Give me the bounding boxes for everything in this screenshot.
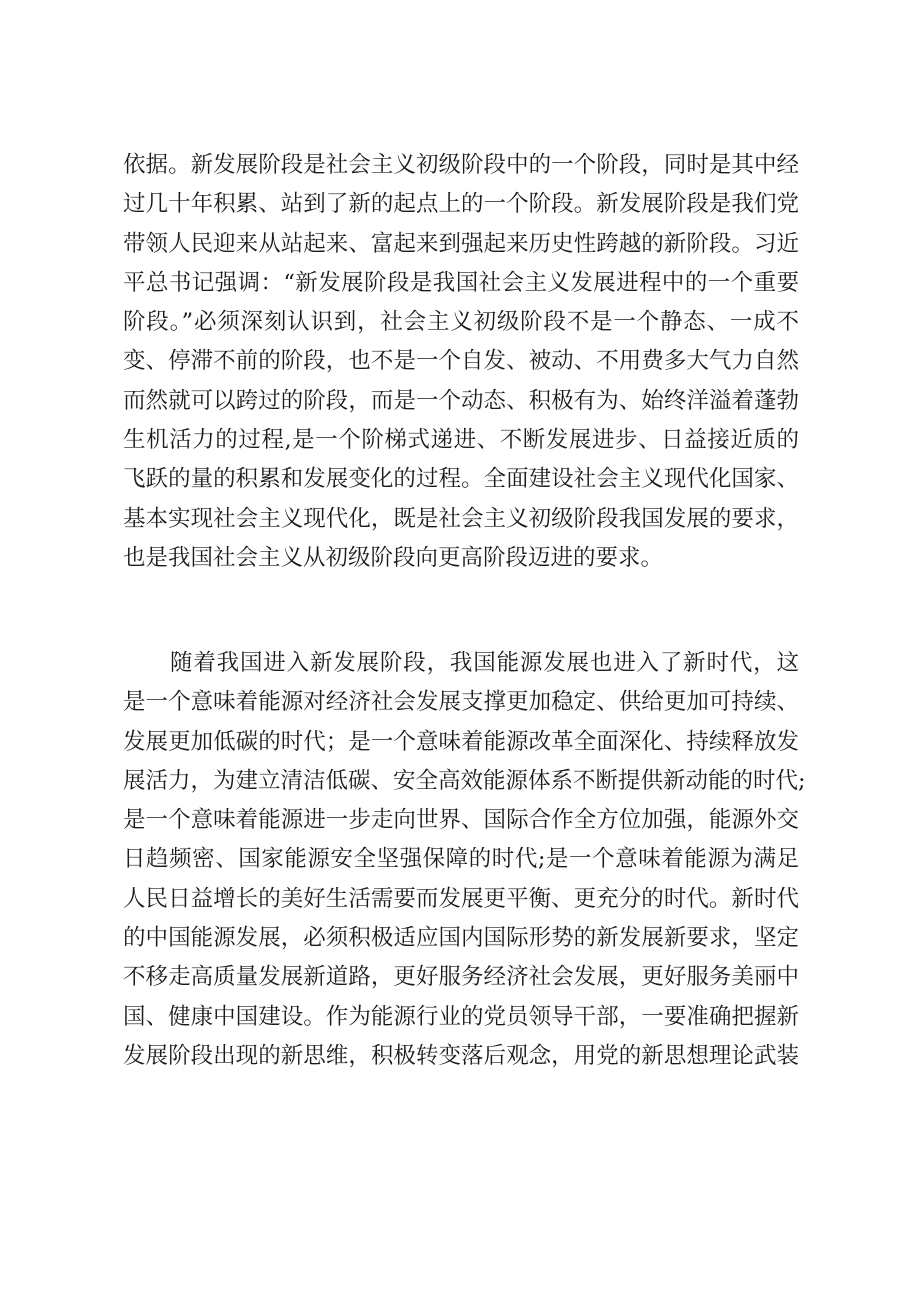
text-line: 生机活力的过程,是一个阶梯式递进、不断发展进步、日益接近质的 [123,427,799,454]
text-line: 国、健康中国建设。作为能源行业的党员领导干部，一要准确把握新 [123,1003,799,1030]
text-line: 人民日益增长的美好生活需要而发展更平衡、更充分的时代。新时代 [123,885,799,912]
text-line: 而然就可以跨过的阶段，而是一个动态、积极有为、始终洋溢着蓬勃 [123,387,799,414]
text-line: 随着我国进入新发展阶段，我国能源发展也进入了新时代，这 [170,650,799,676]
text-line: 的中国能源发展，必须积极适应国内国际形势的新发展新要求，坚定 [123,925,799,952]
text-line: 阶段。”必须深刻认识到，社会主义初级阶段不是一个静态、一成不 [123,309,799,336]
text-line: 依据。新发展阶段是社会主义初级阶段中的一个阶段，同时是其中经 [123,152,799,178]
text-line: 发展更加低碳的时代；是一个意味着能源改革全面深化、持续释放发 [123,728,799,755]
paragraph-2 [123,644,806,1076]
text-line: 变、停滞不前的阶段，也不是一个自发、被动、不用费多大气力自然 [123,348,799,375]
text-line: 不移走高质量发展新道路，更好服务经济社会发展，更好服务美丽中 [123,964,799,991]
text-line: 是一个意味着能源对经济社会发展支撑更加稳定、供给更加可持续、 [123,689,799,716]
paragraph-1 [123,146,799,578]
text-line: 飞跃的量的积累和发展变化的过程。全面建设社会主义现代化国家、 [123,466,799,493]
text-line: 带领人民迎来从站起来、富起来到强起来历史性跨越的新阶段。习近 [123,230,799,257]
text-line: 日趋频密、国家能源安全坚强保障的时代;是一个意味着能源为满足 [123,846,799,873]
text-line: 发展阶段出现的新思维，积极转变落后观念，用党的新思想理论武装 [123,1042,799,1069]
text-line: 平总书记强调：“新发展阶段是我国社会主义发展进程中的一个重要 [123,269,799,296]
text-line: 也是我国社会主义从初级阶段向更高阶段迈进的要求。 [123,544,664,571]
text-line: 过几十年积累、站到了新的起点上的一个阶段。新发展阶段是我们党 [123,191,799,218]
text-line: 基本实现社会主义现代化，既是社会主义初级阶段我国发展的要求， [123,505,799,532]
text-line: 是一个意味着能源进一步走向世界、国际合作全方位加强，能源外交 [123,807,799,834]
text-line: 展活力，为建立清洁低碳、安全高效能源体系不断提供新动能的时代; [123,767,806,794]
